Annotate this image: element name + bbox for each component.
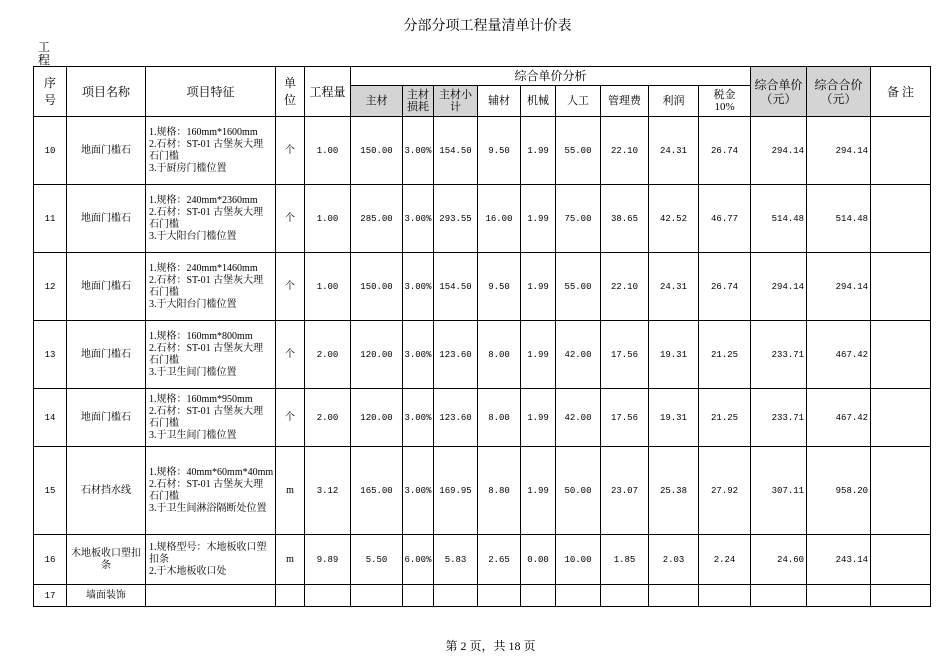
- header-aux-material: 辅材: [478, 86, 521, 117]
- aux-material-cell: 9.50: [478, 253, 521, 321]
- header-total-price: 综合合价（元）: [807, 67, 871, 117]
- loss-rate-cell: 6.00%: [403, 535, 434, 585]
- header-features: 项目特征: [146, 67, 276, 117]
- table-row: [34, 389, 931, 447]
- main-subtotal-cell: 169.95: [434, 447, 478, 535]
- header-seq: [34, 67, 67, 117]
- feature-line: 扣条: [149, 553, 169, 565]
- aux-material-cell: 9.50: [478, 117, 521, 185]
- loss-rate-cell: 3.00%: [403, 185, 434, 253]
- feature-line: 石门槛: [149, 417, 179, 429]
- feature-line: 2.石材：ST-01 古堡灰大理: [149, 478, 264, 490]
- seq-cell: 12: [34, 253, 67, 321]
- project-label: 工程: [38, 40, 51, 67]
- feature-line: 1.规格：160mm*1600mm: [149, 126, 258, 138]
- remark-cell: [871, 117, 931, 185]
- labor-cell: 55.00: [556, 253, 601, 321]
- machinery-cell: 1.99: [521, 185, 556, 253]
- aux-material-cell: 8.80: [478, 447, 521, 535]
- machinery-cell: 1.99: [521, 447, 556, 535]
- feature-line: 石门槛: [149, 150, 179, 162]
- machinery-cell: 1.99: [521, 321, 556, 389]
- header-remark: 备 注: [871, 67, 931, 117]
- seq-cell: 15: [34, 447, 67, 535]
- management-fee-cell: 17.56: [601, 321, 649, 389]
- remark-cell: [871, 185, 931, 253]
- main-material-cell: 165.00: [351, 447, 403, 535]
- total-price-cell: 514.48: [807, 185, 871, 253]
- machinery-cell: 0.00: [521, 535, 556, 585]
- loss-rate-cell: 3.00%: [403, 253, 434, 321]
- loss-rate-cell: [403, 585, 434, 607]
- management-fee-cell: 22.10: [601, 253, 649, 321]
- unit-price-cell: 233.71: [751, 321, 807, 389]
- unit-price-cell: 294.14: [751, 117, 807, 185]
- feature-line: 1.规格：40mm*60mm*40mm: [149, 466, 274, 478]
- main-subtotal-cell: 5.83: [434, 535, 478, 585]
- remark-cell: [871, 585, 931, 607]
- header-name: 项目名称: [67, 67, 146, 117]
- item-features-cell: [146, 185, 276, 253]
- machinery-cell: [521, 585, 556, 607]
- seq-cell: 16: [34, 535, 67, 585]
- table-row: [34, 117, 931, 185]
- remark-cell: [871, 321, 931, 389]
- quantity-cell: 2.00: [305, 321, 351, 389]
- item-features-cell: [146, 321, 276, 389]
- main-subtotal-cell: 293.55: [434, 185, 478, 253]
- feature-line: 3.于大阳台门槛位置: [149, 298, 237, 310]
- unit-cell: m: [276, 447, 305, 535]
- table-row: [34, 253, 931, 321]
- management-fee-cell: 38.65: [601, 185, 649, 253]
- tax-cell: 2.24: [699, 535, 751, 585]
- feature-line: 2.石材：ST-01 古堡灰大理: [149, 342, 264, 354]
- seq-cell: 14: [34, 389, 67, 447]
- seq-cell: 13: [34, 321, 67, 389]
- profit-cell: 19.31: [649, 389, 699, 447]
- header-seq-label: 序号: [44, 75, 57, 107]
- feature-line: 2.于木地板收口处: [149, 565, 227, 577]
- feature-line: 石门槛: [149, 218, 179, 230]
- feature-line: 2.石材：ST-01 古堡灰大理: [149, 274, 264, 286]
- unit-price-cell: 24.60: [751, 535, 807, 585]
- loss-rate-cell: 3.00%: [403, 321, 434, 389]
- header-tax: [699, 86, 751, 117]
- feature-line: 1.规格：240mm*1460mm: [149, 262, 258, 274]
- header-quantity: 工程量: [305, 67, 351, 117]
- main-material-cell: 285.00: [351, 185, 403, 253]
- labor-cell: 50.00: [556, 447, 601, 535]
- quantity-cell: 3.12: [305, 447, 351, 535]
- total-price-cell: 243.14: [807, 535, 871, 585]
- feature-line: 1.规格：240mm*2360mm: [149, 194, 258, 206]
- table-row: [34, 447, 931, 535]
- quantity-cell: 2.00: [305, 389, 351, 447]
- unit-cell: 个: [276, 389, 305, 447]
- total-price-cell: 467.42: [807, 389, 871, 447]
- aux-material-cell: 8.00: [478, 389, 521, 447]
- tax-cell: 21.25: [699, 389, 751, 447]
- item-features-cell: [146, 117, 276, 185]
- management-fee-cell: [601, 585, 649, 607]
- aux-material-cell: 2.65: [478, 535, 521, 585]
- header-unit-price: 综合单价（元）: [751, 67, 807, 117]
- tax-cell: 27.92: [699, 447, 751, 535]
- remark-cell: [871, 447, 931, 535]
- table-row: [34, 321, 931, 389]
- seq-cell: 10: [34, 117, 67, 185]
- unit-cell: m: [276, 535, 305, 585]
- management-fee-cell: 22.10: [601, 117, 649, 185]
- quantity-cell: 1.00: [305, 253, 351, 321]
- machinery-cell: 1.99: [521, 389, 556, 447]
- item-name-cell: 地面门槛石: [67, 253, 146, 321]
- profit-cell: [649, 585, 699, 607]
- remark-cell: [871, 253, 931, 321]
- unit-price-cell: 514.48: [751, 185, 807, 253]
- tax-cell: 46.77: [699, 185, 751, 253]
- header-labor: 人工: [556, 86, 601, 117]
- management-fee-cell: 17.56: [601, 389, 649, 447]
- header-loss-rate: 主材损耗: [403, 86, 434, 117]
- total-price-cell: [807, 585, 871, 607]
- item-name-cell: 地面门槛石: [67, 321, 146, 389]
- profit-cell: 2.03: [649, 535, 699, 585]
- loss-rate-cell: 3.00%: [403, 447, 434, 535]
- table-row: [34, 585, 931, 607]
- seq-cell: 17: [34, 585, 67, 607]
- tax-cell: [699, 585, 751, 607]
- feature-line: 2.石材：ST-01 古堡灰大理: [149, 405, 264, 417]
- item-name-cell: 墙面装饰: [67, 585, 146, 607]
- total-price-cell: 467.42: [807, 321, 871, 389]
- feature-line: 石门槛: [149, 286, 179, 298]
- profit-cell: 24.31: [649, 253, 699, 321]
- item-name-cell: 木地板收口塑扣条: [67, 535, 146, 585]
- feature-line: 3.于卫生间淋浴隔断处位置: [149, 502, 267, 514]
- main-subtotal-cell: 123.60: [434, 389, 478, 447]
- item-name-cell: 地面门槛石: [67, 117, 146, 185]
- unit-price-cell: [751, 585, 807, 607]
- quantity-cell: 1.00: [305, 185, 351, 253]
- labor-cell: 10.00: [556, 535, 601, 585]
- labor-cell: 55.00: [556, 117, 601, 185]
- total-price-cell: 294.14: [807, 117, 871, 185]
- item-features-cell: [146, 535, 276, 585]
- item-name-cell: 地面门槛石: [67, 389, 146, 447]
- item-features-cell: [146, 253, 276, 321]
- profit-cell: 19.31: [649, 321, 699, 389]
- header-unit-label: 单位: [284, 75, 297, 107]
- profit-cell: 24.31: [649, 117, 699, 185]
- unit-cell: 个: [276, 117, 305, 185]
- header-tax-label: 税金10%: [713, 89, 736, 113]
- total-price-cell: 294.14: [807, 253, 871, 321]
- feature-line: 3.于大阳台门槛位置: [149, 230, 237, 242]
- item-features-cell: [146, 389, 276, 447]
- feature-line: 3.于厨房门槛位置: [149, 162, 227, 174]
- header-management-fee: 管理费: [601, 86, 649, 117]
- main-material-cell: 150.00: [351, 117, 403, 185]
- header-main-subtotal: 主材小计: [434, 86, 478, 117]
- labor-cell: 42.00: [556, 389, 601, 447]
- item-name-cell: 石材挡水线: [67, 447, 146, 535]
- aux-material-cell: 16.00: [478, 185, 521, 253]
- tax-cell: 26.74: [699, 117, 751, 185]
- feature-line: 1.规格型号：木地板收口塑: [149, 541, 267, 553]
- header-profit: 利润: [649, 86, 699, 117]
- remark-cell: [871, 389, 931, 447]
- main-subtotal-cell: 123.60: [434, 321, 478, 389]
- profit-cell: 25.38: [649, 447, 699, 535]
- table-row: [34, 535, 931, 585]
- header-main-material: 主材: [351, 86, 403, 117]
- main-material-cell: 150.00: [351, 253, 403, 321]
- tax-cell: 21.25: [699, 321, 751, 389]
- page-title: 分部分项工程量清单计价表: [403, 19, 572, 34]
- main-subtotal-cell: 154.50: [434, 117, 478, 185]
- profit-cell: 42.52: [649, 185, 699, 253]
- management-fee-cell: 1.85: [601, 535, 649, 585]
- remark-cell: [871, 535, 931, 585]
- feature-line: 3.于卫生间门槛位置: [149, 429, 237, 441]
- bill-of-quantities-table: [33, 66, 931, 607]
- main-material-cell: [351, 585, 403, 607]
- tax-cell: 26.74: [699, 253, 751, 321]
- feature-line: 石门槛: [149, 490, 179, 502]
- main-subtotal-cell: 154.50: [434, 253, 478, 321]
- management-fee-cell: 23.07: [601, 447, 649, 535]
- machinery-cell: 1.99: [521, 253, 556, 321]
- feature-line: 3.于卫生间门槛位置: [149, 366, 237, 378]
- header-row: [34, 67, 931, 86]
- feature-line: 2.石材：ST-01 古堡灰大理: [149, 206, 264, 218]
- main-material-cell: 120.00: [351, 389, 403, 447]
- page-indicator: 第 2 页，共 18 页: [445, 639, 536, 653]
- header-unit: [276, 67, 305, 117]
- item-features-cell: [146, 585, 276, 607]
- machinery-cell: 1.99: [521, 117, 556, 185]
- unit-cell: 个: [276, 253, 305, 321]
- main-material-cell: 120.00: [351, 321, 403, 389]
- header-machinery: 机械: [521, 86, 556, 117]
- header-analysis-group: 综合单价分析: [351, 67, 751, 86]
- total-price-cell: 958.20: [807, 447, 871, 535]
- quantity-cell: 1.00: [305, 117, 351, 185]
- seq-cell: 11: [34, 185, 67, 253]
- labor-cell: 42.00: [556, 321, 601, 389]
- loss-rate-cell: 3.00%: [403, 117, 434, 185]
- labor-cell: 75.00: [556, 185, 601, 253]
- main-subtotal-cell: [434, 585, 478, 607]
- unit-cell: [276, 585, 305, 607]
- feature-line: 1.规格：160mm*950mm: [149, 393, 253, 405]
- feature-line: 石门槛: [149, 354, 179, 366]
- unit-cell: 个: [276, 321, 305, 389]
- unit-cell: 个: [276, 185, 305, 253]
- unit-price-cell: 294.14: [751, 253, 807, 321]
- item-features-cell: [146, 447, 276, 535]
- table-row: [34, 185, 931, 253]
- aux-material-cell: 8.00: [478, 321, 521, 389]
- quantity-cell: 9.89: [305, 535, 351, 585]
- aux-material-cell: [478, 585, 521, 607]
- loss-rate-cell: 3.00%: [403, 389, 434, 447]
- quantity-cell: [305, 585, 351, 607]
- unit-price-cell: 233.71: [751, 389, 807, 447]
- feature-line: 1.规格：160mm*800mm: [149, 330, 253, 342]
- unit-price-cell: 307.11: [751, 447, 807, 535]
- feature-line: 2.石材：ST-01 古堡灰大理: [149, 138, 264, 150]
- main-material-cell: 5.50: [351, 535, 403, 585]
- labor-cell: [556, 585, 601, 607]
- item-name-cell: 地面门槛石: [67, 185, 146, 253]
